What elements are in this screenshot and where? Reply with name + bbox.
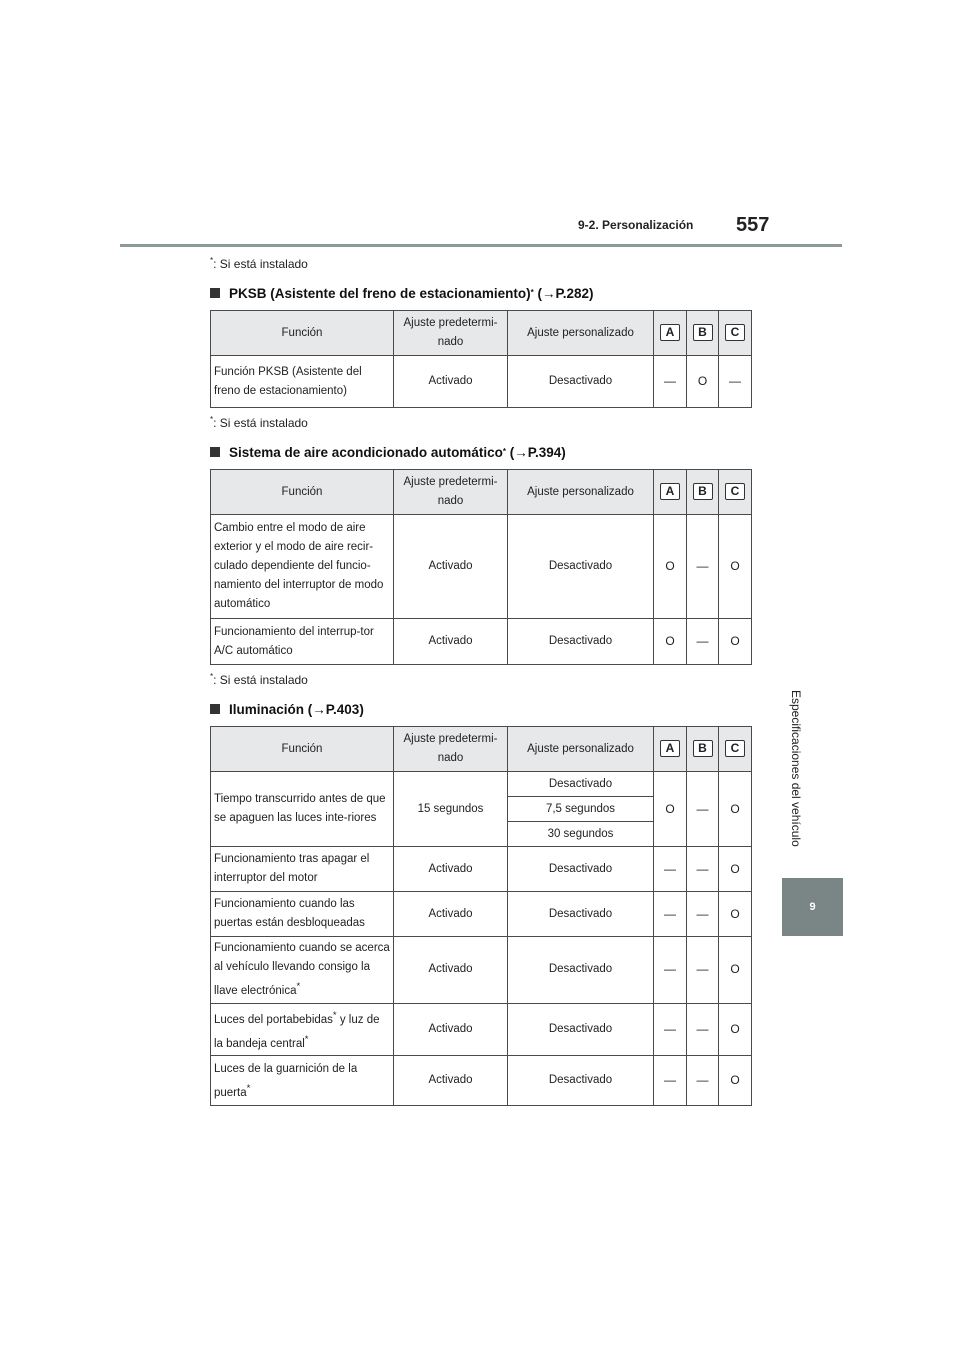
cell-b: — [687, 515, 719, 619]
cell-b: — [687, 847, 719, 892]
page-number: 557 [736, 214, 770, 236]
badge-b: B [693, 483, 713, 500]
cell-default: Activado [394, 356, 508, 408]
cell-b: O [687, 356, 719, 408]
cell-b: — [687, 1056, 719, 1106]
cell-custom-option: 7,5 segundos [508, 797, 654, 822]
cell-function: Funcionamiento cuando las puertas están desbloqueadas [211, 892, 394, 937]
square-bullet-icon [210, 704, 220, 714]
cell-custom-option: Desactivado [508, 772, 654, 797]
badge-a: A [660, 324, 680, 341]
header-b [687, 311, 719, 356]
cell-a: O [654, 619, 687, 665]
cell-c: O [719, 515, 752, 619]
header-c [719, 470, 752, 515]
header-default: Ajuste predetermi-nado [394, 470, 508, 515]
badge-c: C [725, 740, 745, 757]
table-climate [210, 469, 752, 665]
cell-a: — [654, 892, 687, 937]
chapter-side-label: Especificaciones del vehículo [789, 690, 803, 847]
arrow-right-icon: → [514, 444, 528, 460]
section-title-lighting: Iluminación ( → P.403 ) [210, 700, 752, 718]
header-custom: Ajuste personalizado [508, 470, 654, 515]
header-default: Ajuste predetermi-nado [394, 727, 508, 772]
table-row [211, 847, 752, 892]
table-row [211, 1056, 752, 1106]
header-b [687, 727, 719, 772]
cell-c: O [719, 1056, 752, 1106]
header-a [654, 727, 687, 772]
cell-a: O [654, 772, 687, 847]
header-function: Función [211, 727, 394, 772]
cell-default: Activado [394, 515, 508, 619]
cell-custom: Desactivado [508, 1003, 654, 1056]
badge-b: B [693, 324, 713, 341]
header-c [719, 727, 752, 772]
cell-function: Funcionamiento cuando se acerca al vehículo llevando consigo la llave electrónica* [211, 937, 394, 1004]
cell-b: — [687, 772, 719, 847]
square-bullet-icon [210, 447, 220, 457]
table-lighting [210, 726, 752, 1106]
arrow-right-icon: → [312, 701, 326, 717]
cell-default: Activado [394, 619, 508, 665]
cell-default: Activado [394, 1003, 508, 1056]
cell-c: O [719, 619, 752, 665]
cell-default: Activado [394, 937, 508, 1004]
badge-a: A [660, 740, 680, 757]
header-c [719, 311, 752, 356]
cell-default: Activado [394, 847, 508, 892]
section-title-pksb: PKSB (Asistente del freno de estacionamiento) * ( → P.282 ) [210, 284, 752, 302]
cell-function: Funcionamiento tras apagar el interruptor del motor [211, 847, 394, 892]
cell-c: O [719, 772, 752, 847]
cell-function: Funcionamiento del interrup-tor A/C automático [211, 619, 394, 665]
cell-function: Tiempo transcurrido antes de que se apaguen las luces inte-riores [211, 772, 394, 847]
cell-default: Activado [394, 892, 508, 937]
cell-a: — [654, 1003, 687, 1056]
header-custom: Ajuste personalizado [508, 727, 654, 772]
cell-c: O [719, 892, 752, 937]
cell-c: — [719, 356, 752, 408]
table-row [211, 1003, 752, 1056]
square-bullet-icon [210, 288, 220, 298]
cell-custom-option: 30 segundos [508, 822, 654, 847]
cell-function: Función PKSB (Asistente del freno de estacionamiento) [211, 356, 394, 408]
cell-a: — [654, 847, 687, 892]
table-row [211, 892, 752, 937]
table-row [211, 515, 752, 619]
cell-custom: Desactivado [508, 356, 654, 408]
content [210, 255, 752, 1106]
cell-a: — [654, 1056, 687, 1106]
section-title-climate: Sistema de aire acondicionado automático * ( → P.394 ) [210, 443, 752, 461]
section-header: 9-2. Personalización [578, 218, 694, 232]
cell-c: O [719, 937, 752, 1004]
cell-custom: Desactivado [508, 1056, 654, 1106]
table-header-row [211, 470, 752, 515]
cell-custom: Desactivado [508, 847, 654, 892]
footnote: *: Si está instalado [210, 672, 308, 687]
cell-b: — [687, 937, 719, 1004]
cell-c: O [719, 847, 752, 892]
badge-b: B [693, 740, 713, 757]
cell-c: O [719, 1003, 752, 1056]
cell-a: — [654, 356, 687, 408]
table-row [211, 619, 752, 665]
header-function: Función [211, 311, 394, 356]
cell-custom: Desactivado [508, 937, 654, 1004]
cell-a: O [654, 515, 687, 619]
table-row [211, 937, 752, 1004]
table-header-row [211, 311, 752, 356]
cell-function: Luces de la guarnición de la puerta* [211, 1056, 394, 1106]
cell-b: — [687, 892, 719, 937]
page-reference[interactable]: P.403 [325, 701, 360, 717]
cell-function: Cambio entre el modo de aire exterior y el modo de aire recir-culado dependiente del funcio-namiento del interruptor de modo automático [211, 515, 394, 619]
cell-b: — [687, 1003, 719, 1056]
arrow-right-icon: → [541, 285, 556, 301]
header-a [654, 311, 687, 356]
header-function: Función [211, 470, 394, 515]
cell-custom: Desactivado [508, 515, 654, 619]
table-pksb [210, 310, 752, 408]
badge-a: A [660, 483, 680, 500]
cell-a: — [654, 937, 687, 1004]
cell-custom: Desactivado [508, 892, 654, 937]
header-rule [120, 244, 842, 247]
header-default: Ajuste predetermi-nado [394, 311, 508, 356]
header-b [687, 470, 719, 515]
footnote: *: Si está instalado [210, 415, 308, 430]
badge-c: C [725, 324, 745, 341]
header-a [654, 470, 687, 515]
page-reference[interactable]: P.282 [555, 285, 589, 301]
badge-c: C [725, 483, 745, 500]
table-header-row [211, 727, 752, 772]
cell-default: 15 segundos [394, 772, 508, 847]
table-row [211, 772, 752, 797]
table-row [211, 356, 752, 408]
cell-custom: Desactivado [508, 619, 654, 665]
page-reference[interactable]: P.394 [527, 444, 562, 460]
footnote: *: Si está instalado [210, 256, 308, 271]
chapter-tab: 9 [782, 878, 843, 936]
header-custom: Ajuste personalizado [508, 311, 654, 356]
cell-default: Activado [394, 1056, 508, 1106]
cell-b: — [687, 619, 719, 665]
cell-function: Luces del portabebidas* y luz de la bandeja central* [211, 1003, 394, 1056]
